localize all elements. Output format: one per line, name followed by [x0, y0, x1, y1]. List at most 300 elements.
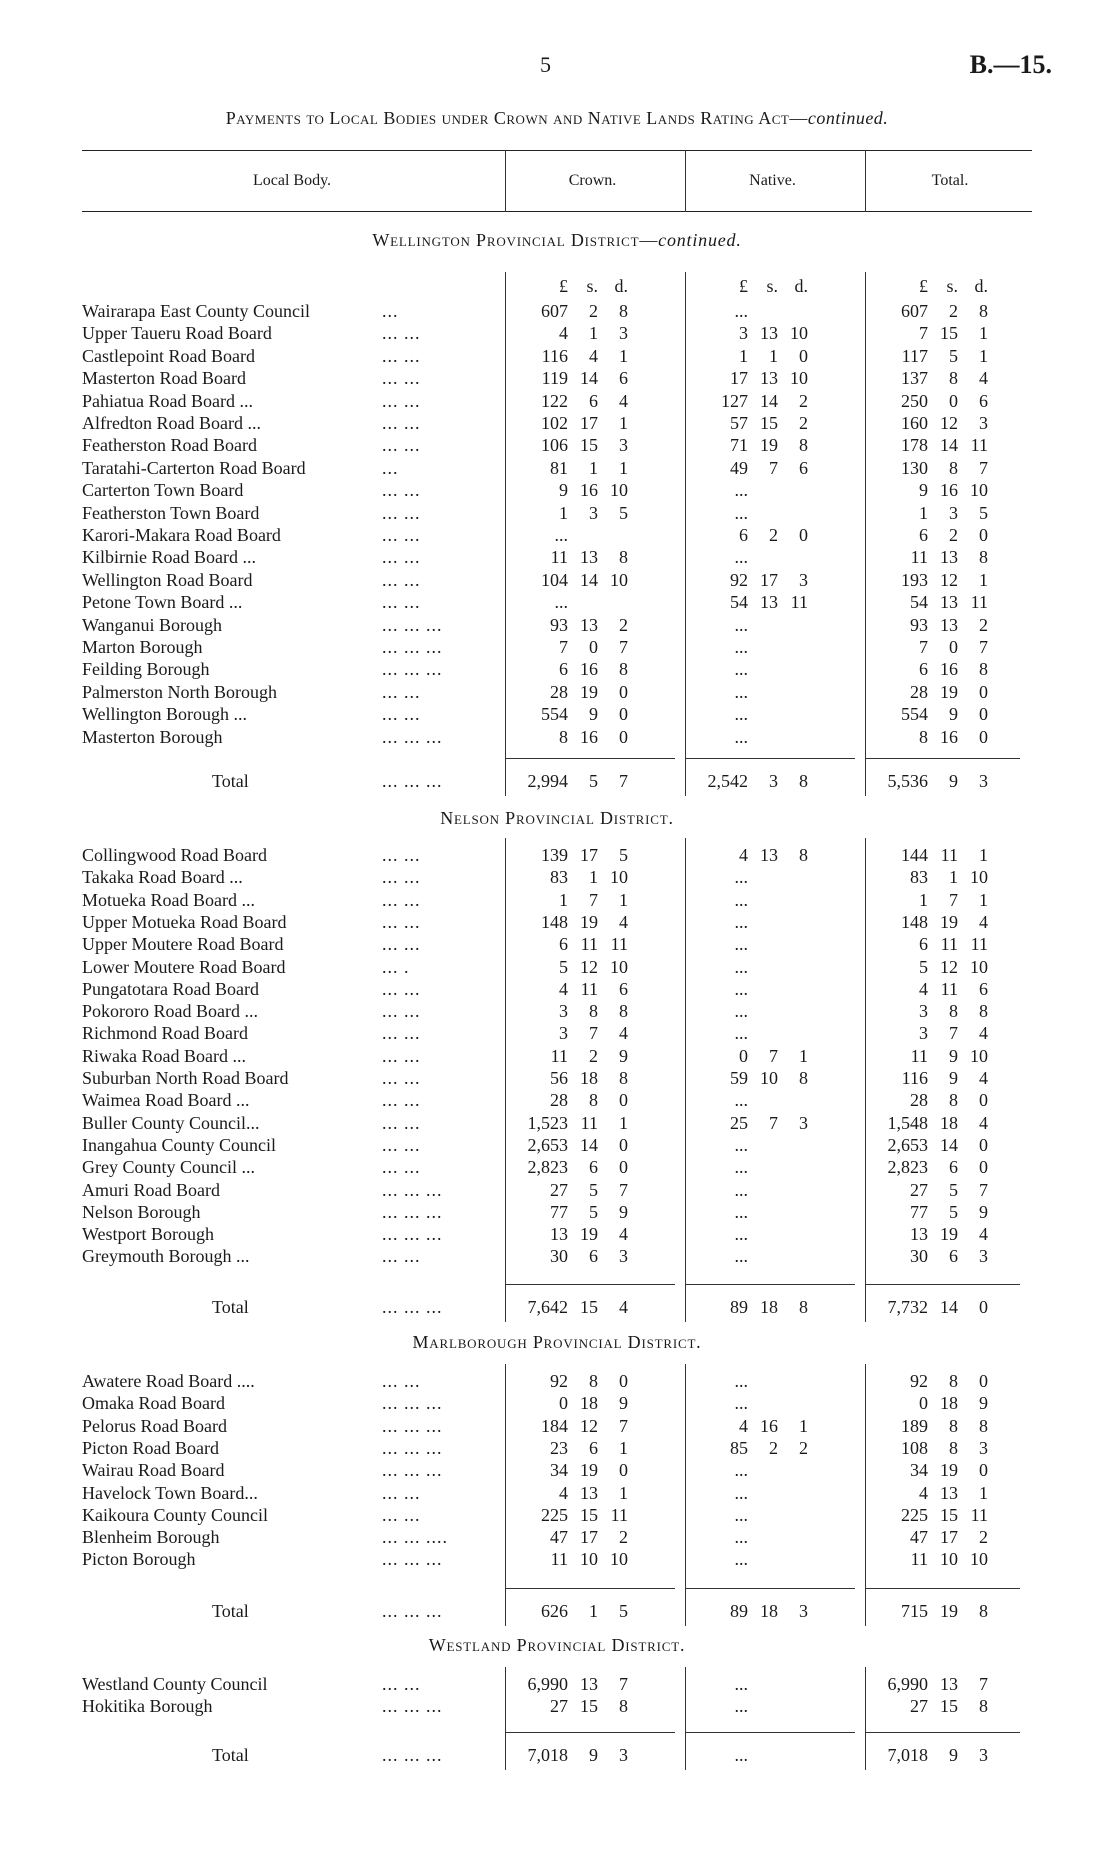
native-amount	[700, 636, 808, 658]
total-amount-pence: 8	[979, 659, 988, 680]
native-amount-shillings: 16	[760, 1415, 778, 1436]
unit-pound: £	[919, 276, 928, 296]
section-title	[0, 1332, 1114, 1353]
total-amount-shillings: 8	[949, 368, 958, 389]
total-amount-pounds: 3	[919, 1001, 928, 1022]
native-amount	[700, 1695, 808, 1717]
page-number: 5	[540, 52, 551, 77]
crown-amount-shillings: 8	[589, 1371, 598, 1391]
native-amount-shillings: 2	[769, 525, 778, 545]
native-amount-shillings: 14	[760, 390, 778, 411]
column-divider	[685, 150, 686, 212]
native-amount-shillings: 13	[760, 845, 778, 865]
total-amount-pence: 0	[979, 704, 988, 725]
total-amount-shillings: 19	[940, 1224, 958, 1245]
total-amount	[880, 1695, 988, 1717]
table-row	[0, 1089, 1114, 1111]
unit-shilling: s.	[766, 276, 778, 296]
crown-amount-pounds: 116	[541, 345, 568, 366]
crown-amount-pence: 6	[619, 368, 628, 389]
native-amount-shillings: 13	[760, 323, 778, 344]
total-amount-pence: 5	[979, 502, 988, 523]
total-amount-pounds: 130	[901, 457, 928, 478]
crown-amount-pounds: 106	[541, 435, 568, 456]
crown-amount-pence: 4	[619, 911, 628, 932]
total-amount-shillings: 8	[949, 457, 958, 478]
leader-dots: ... ...	[382, 911, 421, 932]
crown-amount-pence: 10	[610, 480, 628, 501]
leader-dots: ... ...	[382, 413, 421, 433]
crown-amount-pounds: 6,990	[527, 1674, 568, 1694]
native-amount-pounds: ...	[734, 911, 748, 932]
native-amount	[700, 322, 808, 344]
total-amount	[880, 681, 988, 703]
crown-amount	[520, 844, 628, 866]
total-amount-pence: 10	[970, 1045, 988, 1066]
crown-amount-shillings: 2	[589, 301, 598, 321]
crown-amount-pence: 11	[610, 934, 628, 955]
total-amount-shillings: 9	[949, 1068, 958, 1088]
section-title-main: Wellington Provincial District—	[372, 230, 659, 250]
total-amount-pounds: 27	[910, 1179, 928, 1200]
total-amount	[880, 726, 988, 748]
crown-amount-pounds: 148	[541, 911, 568, 932]
crown-amount-pence: 2	[619, 614, 628, 635]
total-amount-shillings: 0	[949, 390, 958, 411]
crown-amount-pounds: 225	[541, 1504, 568, 1525]
crown-amount-shillings: 3	[589, 502, 598, 523]
total-amount-pence: 4	[979, 1112, 988, 1133]
crown-amount-pounds: 13	[550, 1224, 568, 1245]
crown-amount-pounds: 30	[550, 1246, 568, 1267]
leader-dots: ... ...	[382, 1112, 421, 1133]
total-amount-pence: 6	[979, 978, 988, 999]
total-amount-pounds: 11	[910, 547, 928, 568]
native-amount	[700, 1022, 808, 1044]
total-amount-pounds: 137	[901, 368, 928, 389]
section-title	[0, 230, 1114, 251]
total-amount-pence: 11	[970, 592, 988, 613]
total-amount-pence: 1	[979, 889, 988, 910]
total-amount-pounds: 5,536	[887, 771, 928, 791]
native-amount-pence: 11	[790, 592, 808, 613]
native-amount	[700, 1415, 808, 1437]
page-title-main: Payments to Local Bodies under Crown and Native Lands Rating Act—	[225, 108, 808, 128]
document-reference: B.—15.	[969, 50, 1052, 79]
crown-amount-pounds: 34	[550, 1460, 568, 1481]
crown-amount	[520, 457, 628, 479]
table-row	[0, 412, 1114, 434]
native-amount-pounds: ...	[734, 480, 748, 501]
total-amount-pounds: 160	[901, 413, 928, 433]
column-divider	[505, 272, 506, 796]
total-amount-shillings: 8	[949, 1371, 958, 1391]
crown-amount-pence: 8	[619, 547, 628, 568]
crown-amount-pounds: 6	[559, 934, 568, 955]
native-amount-pounds: ...	[734, 547, 748, 568]
total-amount-pence: 0	[979, 525, 988, 545]
crown-amount-pence: 0	[619, 704, 628, 725]
total-amount-pounds: 34	[910, 1460, 928, 1481]
section-title	[0, 1635, 1114, 1656]
total-amount	[880, 1156, 988, 1178]
crown-amount-pounds: 77	[550, 1201, 568, 1222]
total-amount	[880, 866, 988, 888]
total-amount-pence: 8	[979, 1001, 988, 1022]
crown-amount-shillings: 15	[580, 1696, 598, 1717]
total-amount-pence: 1	[979, 845, 988, 865]
total-amount-pence: 8	[979, 301, 988, 321]
crown-amount	[520, 1067, 628, 1089]
native-amount	[700, 1437, 808, 1459]
local-body-name: Wellington Borough ...	[82, 704, 248, 725]
leader-dots: ... ...	[382, 345, 421, 366]
native-amount-pence: 2	[799, 1437, 808, 1458]
crown-amount	[520, 1022, 628, 1044]
local-body-name: Riwaka Road Board ...	[82, 1045, 246, 1066]
crown-amount-shillings: 19	[580, 681, 598, 702]
total-amount-pounds: 11	[910, 1045, 928, 1066]
subtotal-rule	[685, 1732, 855, 1733]
crown-amount-shillings: 6	[589, 1246, 598, 1267]
native-amount-pounds: ...	[734, 1246, 748, 1267]
native-amount	[700, 1245, 808, 1267]
crown-amount	[520, 1392, 628, 1414]
native-amount-pounds: ...	[734, 659, 748, 680]
total-amount-shillings: 11	[940, 934, 958, 955]
local-body-name: Upper Moutere Road Board	[82, 934, 284, 955]
total-amount-pence: 7	[979, 457, 988, 478]
native-amount-pounds: 1	[739, 345, 748, 366]
crown-amount-shillings: 9	[589, 704, 598, 725]
total-amount-shillings: 18	[940, 1112, 958, 1133]
crown-amount	[520, 1504, 628, 1526]
crown-amount	[520, 703, 628, 725]
table-row	[0, 1482, 1114, 1504]
crown-amount-pence: 1	[619, 457, 628, 478]
leader-dots: ... ...	[382, 978, 421, 999]
crown-amount-shillings: 0	[589, 637, 598, 657]
local-body-name: Pungatotara Road Board	[82, 978, 259, 999]
subtotal-rule	[865, 1284, 1020, 1285]
crown-amount-shillings: 17	[580, 1527, 598, 1548]
crown-amount-pence: 10	[610, 569, 628, 590]
local-body-name: Richmond Road Board	[82, 1023, 248, 1044]
total-amount	[880, 1022, 988, 1044]
crown-amount	[520, 614, 628, 636]
crown-amount-shillings: 6	[589, 1437, 598, 1458]
crown-amount-pence: 1	[619, 413, 628, 433]
crown-amount-pounds: 1	[559, 889, 568, 910]
crown-amount	[520, 933, 628, 955]
crown-amount-pounds: 607	[541, 301, 568, 321]
leader-dots: ... ... ...	[382, 1224, 443, 1245]
total-amount-shillings: 14	[940, 435, 958, 456]
crown-amount	[520, 1245, 628, 1267]
total-amount-pounds: 92	[910, 1371, 928, 1391]
native-amount-pounds: ...	[734, 1090, 748, 1111]
crown-amount-pounds: 7,018	[527, 1745, 568, 1765]
total-amount	[880, 978, 988, 1000]
total-amount	[880, 1526, 988, 1548]
crown-amount-shillings: 11	[580, 978, 598, 999]
table-row	[0, 1112, 1114, 1134]
crown-amount-pounds: 5	[559, 956, 568, 977]
crown-amount-pounds: 1,523	[527, 1112, 568, 1133]
local-body-name: Carterton Town Board	[82, 480, 244, 501]
total-row	[0, 1600, 1114, 1622]
crown-amount-pounds: 4	[559, 323, 568, 344]
unit-shilling: s.	[586, 276, 598, 296]
total-row	[0, 770, 1114, 792]
total-amount-shillings: 8	[949, 1090, 958, 1111]
crown-amount	[520, 322, 628, 344]
crown-amount-pounds: 27	[550, 1179, 568, 1200]
leader-dots: ... ...	[382, 368, 421, 389]
local-body-name: Collingwood Road Board	[82, 845, 267, 865]
crown-amount-shillings: 17	[580, 845, 598, 865]
total-amount-pence: 9	[979, 1201, 988, 1222]
total-amount-shillings: 19	[940, 681, 958, 702]
leader-dots: ... ... ...	[382, 1745, 443, 1765]
native-amount	[700, 1482, 808, 1504]
total-amount-shillings: 6	[949, 1246, 958, 1267]
leader-dots: ... ...	[382, 845, 421, 865]
unit-pence: d.	[974, 276, 988, 296]
total-amount	[880, 1223, 988, 1245]
section-title	[0, 808, 1114, 829]
crown-amount-shillings: 8	[589, 1090, 598, 1111]
total-amount	[880, 933, 988, 955]
native-amount	[700, 1526, 808, 1548]
total-amount-shillings: 19	[940, 1460, 958, 1481]
native-amount-pounds: 59	[730, 1068, 748, 1088]
total-amount-shillings: 12	[940, 569, 958, 590]
crown-amount-pence: 1	[619, 1437, 628, 1458]
total-amount-pounds: 83	[910, 867, 928, 888]
leader-dots: ...	[382, 301, 399, 321]
native-amount-pounds: ...	[734, 1696, 748, 1717]
crown-amount-pounds: 104	[541, 569, 568, 590]
table-row	[0, 1000, 1114, 1022]
total-amount-pence: 6	[979, 390, 988, 411]
native-amount-pounds: ...	[734, 726, 748, 747]
total-amount-pence: 11	[970, 934, 988, 955]
total-amount-pounds: 2,653	[887, 1134, 928, 1155]
local-body-name: Wairarapa East County Council	[82, 301, 310, 321]
crown-amount-pence: 7	[619, 1674, 628, 1694]
total-amount	[880, 367, 988, 389]
crown-amount	[520, 1179, 628, 1201]
native-amount	[700, 390, 808, 412]
crown-amount-pence: 3	[619, 1745, 628, 1765]
total-amount	[880, 1067, 988, 1089]
total-amount-pence: 0	[979, 1297, 988, 1317]
total-amount	[880, 502, 988, 524]
crown-amount-pounds: 4	[559, 1482, 568, 1503]
crown-amount-pence: 3	[619, 323, 628, 344]
crown-amount	[520, 1201, 628, 1223]
total-amount-pence: 1	[979, 345, 988, 366]
crown-amount-pence: 10	[610, 1549, 628, 1570]
native-amount-pounds: 0	[739, 1045, 748, 1066]
leader-dots: ... ... ...	[382, 771, 443, 791]
table-row	[0, 390, 1114, 412]
local-body-name: Wairau Road Board	[82, 1460, 225, 1481]
native-amount	[700, 434, 808, 456]
native-amount	[700, 345, 808, 367]
total-amount-shillings: 13	[940, 592, 958, 613]
subtotal-rule	[865, 758, 1020, 759]
crown-amount-shillings: 14	[580, 368, 598, 389]
column-divider	[865, 1364, 866, 1626]
native-amount-shillings: 7	[769, 1045, 778, 1066]
total-amount-shillings: 9	[949, 1045, 958, 1066]
total-amount	[880, 1673, 988, 1695]
leader-dots: ... ...	[382, 1090, 421, 1111]
native-amount	[700, 457, 808, 479]
leader-dots: ... ... ...	[382, 1393, 443, 1414]
local-body-name: Suburban North Road Board	[82, 1068, 289, 1088]
crown-amount-pence: 0	[619, 726, 628, 747]
table-row	[0, 1022, 1114, 1044]
total-amount-pounds: 1	[919, 889, 928, 910]
total-amount-shillings: 5	[949, 345, 958, 366]
local-body-name: Kaikoura County Council	[82, 1504, 268, 1525]
total-amount-pence: 0	[979, 1090, 988, 1111]
native-amount-pence: 8	[799, 771, 808, 791]
table-row	[0, 1526, 1114, 1548]
native-amount-pounds: ...	[734, 1001, 748, 1022]
table-row	[0, 457, 1114, 479]
crown-amount-pounds: ...	[554, 525, 568, 545]
crown-amount-pounds: 47	[550, 1527, 568, 1548]
column-divider	[865, 1667, 866, 1770]
total-amount	[880, 1201, 988, 1223]
table-row	[0, 367, 1114, 389]
crown-amount-pounds: 626	[541, 1601, 568, 1621]
crown-amount-shillings: 18	[580, 1393, 598, 1414]
table-row	[0, 322, 1114, 344]
subtotal-rule	[865, 1588, 1020, 1589]
crown-amount-pence: 9	[619, 1393, 628, 1414]
local-body-name: Featherston Road Board	[82, 435, 257, 456]
crown-amount-pence: 0	[619, 1371, 628, 1391]
subtotal-rule	[685, 1284, 855, 1285]
crown-amount-shillings: 8	[589, 1001, 598, 1022]
native-amount	[700, 770, 808, 792]
crown-amount-pounds: 56	[550, 1068, 568, 1088]
crown-amount-pounds: 83	[550, 867, 568, 888]
native-amount-pence: 8	[799, 1297, 808, 1317]
crown-amount	[520, 770, 628, 792]
column-divider	[505, 838, 506, 1322]
total-amount-pence: 10	[970, 956, 988, 977]
crown-amount	[520, 658, 628, 680]
total-amount	[880, 1459, 988, 1481]
total-amount-pence: 4	[979, 1068, 988, 1088]
native-amount	[700, 1370, 808, 1392]
native-amount	[700, 1744, 808, 1766]
total-amount-pence: 9	[979, 1393, 988, 1414]
total-amount-shillings: 9	[949, 704, 958, 725]
total-amount-shillings: 15	[940, 1504, 958, 1525]
crown-amount-pounds: 1	[559, 502, 568, 523]
table-row	[0, 911, 1114, 933]
native-amount-shillings: 15	[760, 413, 778, 433]
leader-dots: ... ...	[382, 569, 421, 590]
table-row	[0, 1223, 1114, 1245]
native-amount-pence: 3	[799, 1112, 808, 1133]
crown-amount-shillings: 7	[589, 1023, 598, 1044]
total-amount-pence: 3	[979, 1437, 988, 1458]
total-amount	[880, 636, 988, 658]
table-row	[0, 1695, 1114, 1717]
total-amount-shillings: 16	[940, 480, 958, 501]
crown-amount-pence: 10	[610, 956, 628, 977]
leader-dots: ... ...	[382, 1157, 421, 1178]
native-amount	[700, 911, 808, 933]
table-row	[0, 956, 1114, 978]
crown-amount-shillings: 19	[580, 1460, 598, 1481]
total-amount-shillings: 7	[949, 1023, 958, 1044]
local-body-name: Awatere Road Board ....	[82, 1371, 255, 1391]
table-row	[0, 546, 1114, 568]
crown-amount	[520, 1482, 628, 1504]
total-label: Total	[212, 1297, 249, 1317]
crown-amount-pounds: 81	[550, 457, 568, 478]
crown-amount	[520, 1526, 628, 1548]
native-amount	[700, 1673, 808, 1695]
total-amount-pounds: 47	[910, 1527, 928, 1548]
column-divider	[505, 1364, 506, 1626]
leader-dots: ... ... ...	[382, 726, 443, 747]
native-amount	[700, 844, 808, 866]
crown-amount-pence: 7	[619, 637, 628, 657]
crown-amount	[520, 681, 628, 703]
crown-amount-shillings: 17	[580, 413, 598, 433]
native-amount-pence: 1	[799, 1045, 808, 1066]
table-row	[0, 1156, 1114, 1178]
local-body-name: Petone Town Board ...	[82, 592, 243, 613]
total-amount-shillings: 13	[940, 1674, 958, 1694]
native-amount-pounds: ...	[734, 614, 748, 635]
page-title	[0, 108, 1114, 129]
table-row	[0, 502, 1114, 524]
total-amount-pence: 4	[979, 1023, 988, 1044]
crown-amount-pence: 1	[619, 1112, 628, 1133]
leader-dots: ... ...	[382, 1068, 421, 1088]
local-body-name: Nelson Borough	[82, 1201, 201, 1222]
crown-amount	[520, 1600, 628, 1622]
total-amount-pounds: 193	[901, 569, 928, 590]
crown-amount-pence: 7	[619, 1415, 628, 1436]
total-amount-pence: 3	[979, 771, 988, 791]
total-amount	[880, 1548, 988, 1570]
crown-amount	[520, 502, 628, 524]
column-divider	[865, 150, 866, 212]
total-label: Total	[212, 1745, 249, 1765]
total-amount	[880, 1482, 988, 1504]
crown-amount	[520, 434, 628, 456]
crown-amount	[520, 1370, 628, 1392]
leader-dots: ... ... ....	[382, 1527, 448, 1548]
crown-amount-pence: 0	[619, 1157, 628, 1178]
native-amount-pounds: 92	[730, 569, 748, 590]
crown-amount-shillings: 12	[580, 956, 598, 977]
native-amount	[700, 1134, 808, 1156]
crown-amount	[520, 390, 628, 412]
